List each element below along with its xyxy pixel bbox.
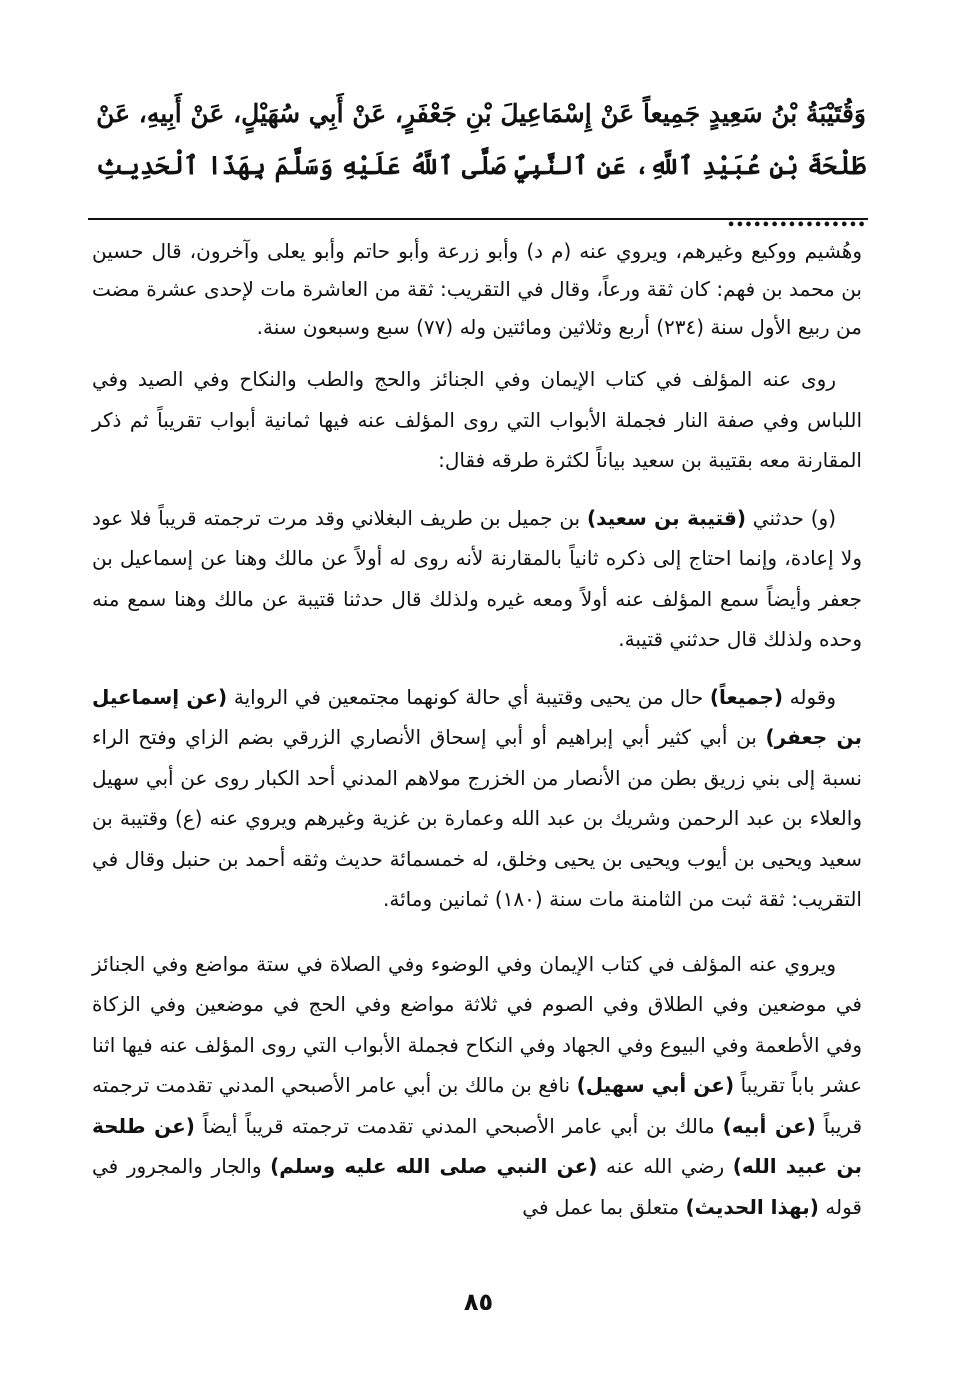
commentary-section [92,232,862,1227]
paragraph-5-text-4: رضي الله عنه [597,1154,733,1178]
narrator-name-qutayba: (قتيبة بن سعيد) [586,505,746,530]
paragraph-5-text-1: ويروي عنه المؤلف في كتاب الإيمان وفي الوضوء وفي الصلاة في ستة مواضع وفي الجنائز في موضعين وفي الطلاق وفي الصوم في ثلاثة مواضع وفي الحج في موضعين وفي الزكاة وفي الأطعمة وفي البيوع وفي الجهاد وفي النكاح فجملة الأبواب التي روى المؤلف عنه فيها اثنا عشر باباً تقريباً [92,951,863,1097]
paragraph-5-text-3: مالك بن أبي عامر الأصبحي المدني تقدمت ترجمته قريباً أيضاً [194,1113,723,1138]
commentary-paragraph-3 [92,498,862,660]
narrator-name-abu-suhail: (عن أبي سهيل) [576,1073,735,1097]
commentary-paragraph-2 [92,359,862,481]
quoted-term-jamian: (جميعاً) [709,684,783,709]
quoted-term-bihadha-alhadith: (بهذا الحديث) [685,1194,819,1219]
paragraph-5-text-6: متعلق بما عمل في [522,1194,686,1219]
paragraph-3-text-1: (و) حدثني [745,505,836,530]
paragraph-1-text: وهُشيم ووكيع وغيرهم، ويروي عنه (م د) وأبو زرعة وأبو حاتم وأبو يعلى وآخرون، قال حسين بن محمد بن فهم: كان ثقة ورعاً، وقال في التقريب: ثقة من العاشرة مات لإحدى عشرة مضت من ربيع الأول سنة (٢٣٤) أربع وثلاثين ومائتين وله (٧٧) سبع وسبعون سنة. [92,239,862,339]
hadith-text [96,88,866,244]
commentary-paragraph-4 [92,677,862,920]
paragraph-2-text: روى عنه المؤلف في كتاب الإيمان وفي الجنائز والحج والطب والنكاح وفي الصيد وفي اللباس وفي صفة النار فجملة الأبواب التي روى المؤلف عنه فيها ثمانية أبواب تقريباً ثم ذكر المقارنة معه بقتيبة بن سعيد بياناً لكثرة طرقه فقال: [92,367,862,472]
commentary-paragraph-5 [92,944,862,1228]
paragraph-4-text-3: بن أبي كثير أبي إبراهيم أو أبي إسحاق الأنصاري الزرقي بضم الزاي وفتح الراء نسبة إلى بني زريق بطن من الأنصار من الخزرج مولاهم المدني أحد الكبار روى عن أبي سهيل والعلاء بن عبد الرحمن وشريك بن عبد الله وعمارة بن غزية وغيرهم ويروي عنه (ع) وقتيبة بن سعيد ويحيى بن أيوب ويحيى بن يحيى وخلق، له خمسمائة حديث وثقه أحمد بن حنبل وقال في التقريب: ثقة ثبت من الثامنة مات سنة (١٨٠) ثمانين ومائة. [92,725,862,911]
hadith-line-1: وَقُتَيْبَةُ بْنُ سَعِيدٍ جَمِيعاً عَنْ إِسْمَاعِيلَ بْنِ جَعْفَرٍ، عَنْ أَبِي سُهَيْلٍ، عَنْ أَبِيهِ، عَنْ [96,99,866,128]
quoted-term-an-annabi: (عن النبي صلى الله عليه وسلم) [270,1154,598,1178]
commentary-paragraph-1 [92,232,862,346]
paragraph-5-text-5: والجار والمجرور في قوله [92,1154,862,1219]
paragraph-3-text-2: بن جميل بن طريف البغلاني وقد مرت ترجمته قريباً فلا عود ولا إعادة، وإنما احتاج إلى ذكره ثانياً بالمقارنة لأنه روى له أولاً عن مالك وهنا عن إسماعيل بن جعفر وأيضاً سمع المؤلف عنه أولاً ومعه غيره ولذلك قال حدثنا قتيبة عن مالك وهنا سمع منه وحده ولذلك قال حدثني قتيبة. [92,505,862,651]
page-number: ٨٥ [463,1288,494,1316]
narrator-name-ismail: (عن إسماعيل بن جعفر) [92,684,862,749]
quoted-term-an-abihi: (عن أبيه) [722,1113,816,1138]
narrator-name-talha: (عن طلحة بن عبيد الله) [92,1113,863,1178]
paragraph-5-text-2: نافع بن مالك بن أبي عامر الأصبحي المدني تقدمت ترجمته قريباً [92,1073,863,1138]
paragraph-4-text-1: وقوله [782,684,836,709]
paragraph-4-text-2: حال من يحيى وقتيبة أي حالة كونهما مجتمعين في الرواية [227,684,710,709]
separator-rule [88,218,868,220]
hadith-line-2: طَلْحَةَ بْنِ عُبَيْدِ ٱللَّهِ، عَنِ ٱلنَّبِيِّ صَلَّى ٱللَّهُ عَلَيْهِ وَسَلَّمَ بِهَذَا ٱلْحَدِيثِ ................ [96,151,866,232]
